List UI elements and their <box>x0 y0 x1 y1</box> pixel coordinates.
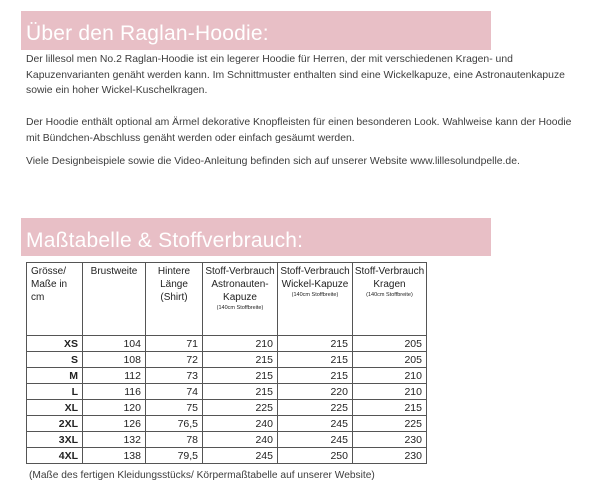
header-fabric-astronaut-note: (140cm Stoffbreite) <box>216 305 264 311</box>
size-cell: XL <box>27 400 83 416</box>
astronaut-cell: 215 <box>203 368 278 384</box>
wrap-cell: 225 <box>278 400 353 416</box>
table-row <box>27 432 427 448</box>
size-cell: S <box>27 352 83 368</box>
astronaut-cell: 240 <box>203 432 278 448</box>
wrap-cell: 215 <box>278 368 353 384</box>
size-table <box>26 262 427 464</box>
back-length-cell: 72 <box>146 352 203 368</box>
chest-cell: 104 <box>83 336 146 352</box>
chest-cell: 112 <box>83 368 146 384</box>
astronaut-cell: 240 <box>203 416 278 432</box>
wrap-cell: 250 <box>278 448 353 464</box>
table-header-row <box>27 263 427 336</box>
wrap-cell: 220 <box>278 384 353 400</box>
chest-cell: 126 <box>83 416 146 432</box>
wrap-cell: 215 <box>278 352 353 368</box>
astronaut-cell: 215 <box>203 384 278 400</box>
chest-cell: 120 <box>83 400 146 416</box>
collar-cell: 210 <box>353 384 427 400</box>
astronaut-cell: 210 <box>203 336 278 352</box>
wrap-cell: 245 <box>278 416 353 432</box>
collar-cell: 225 <box>353 416 427 432</box>
chest-cell: 108 <box>83 352 146 368</box>
table-row <box>27 368 427 384</box>
table-row <box>27 400 427 416</box>
header-chest: Brustweite <box>83 263 146 336</box>
back-length-cell: 71 <box>146 336 203 352</box>
header-fabric-wrap-note: (140cm Stoffbreite) <box>291 292 339 298</box>
table-footnote: (Maße des fertigen Kleidungsstücks/ Körpermaßtabelle auf unserer Website) <box>29 470 375 481</box>
back-length-cell: 74 <box>146 384 203 400</box>
header-fabric-astronaut <box>203 263 278 336</box>
astronaut-cell: 215 <box>203 352 278 368</box>
astronaut-cell: 225 <box>203 400 278 416</box>
header-fabric-astronaut-label: Stoff-Verbrauch Astronauten-Kapuze <box>205 266 275 303</box>
size-cell: 3XL <box>27 432 83 448</box>
header-fabric-collar-note: (140cm Stoffbreite) <box>366 292 413 298</box>
table-row <box>27 384 427 400</box>
back-length-cell: 78 <box>146 432 203 448</box>
header-fabric-wrap-label: Stoff-Verbrauch Wickel-Kapuze <box>280 266 350 290</box>
back-length-cell: 76,5 <box>146 416 203 432</box>
collar-cell: 210 <box>353 368 427 384</box>
size-cell: M <box>27 368 83 384</box>
table-row <box>27 416 427 432</box>
astronaut-cell: 245 <box>203 448 278 464</box>
chest-cell: 116 <box>83 384 146 400</box>
collar-cell: 215 <box>353 400 427 416</box>
header-size: Grösse/ Maße in cm <box>27 263 83 336</box>
header-back-length: Hintere Länge (Shirt) <box>146 263 203 336</box>
chest-cell: 132 <box>83 432 146 448</box>
table-row <box>27 352 427 368</box>
size-cell: XS <box>27 336 83 352</box>
back-length-cell: 75 <box>146 400 203 416</box>
header-fabric-wrap <box>278 263 353 336</box>
wrap-cell: 215 <box>278 336 353 352</box>
size-cell: 2XL <box>27 416 83 432</box>
back-length-cell: 79,5 <box>146 448 203 464</box>
wrap-cell: 245 <box>278 432 353 448</box>
size-cell: L <box>27 384 83 400</box>
details-paragraph: Der Hoodie enthält optional am Ärmel dekorative Knopfleisten für einen besonderen Look. Wahlweise kann der Hoodie mit Bündchen-Abschluss genäht werden oder einfach gesäumt werden. <box>26 117 572 144</box>
website-paragraph: Viele Designbeispiele sowie die Video-Anleitung befinden sich auf unserer Website www.lillesolundpelle.de. <box>26 156 520 167</box>
collar-cell: 230 <box>353 448 427 464</box>
size-cell: 4XL <box>27 448 83 464</box>
collar-cell: 205 <box>353 336 427 352</box>
collar-cell: 205 <box>353 352 427 368</box>
section-title-size-table: Maßtabelle & Stoffverbrauch: <box>21 218 491 256</box>
header-fabric-collar <box>353 263 427 336</box>
collar-cell: 230 <box>353 432 427 448</box>
section-title-about: Über den Raglan-Hoodie: <box>21 11 491 50</box>
table-row <box>27 336 427 352</box>
table-row <box>27 448 427 464</box>
header-fabric-collar-label: Stoff-Verbrauch Kragen <box>354 266 425 290</box>
intro-paragraph: Der lillesol men No.2 Raglan-Hoodie ist ein legerer Hoodie für Herren, der mit verschiedenen Kragen- und Kapuzenvarianten genäht werden kann. Im Schnittmuster enthalten sind eine Wickelkapuze, eine Astronautenkapuze sowie ein hoher Wickel-Kuschelkragen. <box>26 54 565 96</box>
chest-cell: 138 <box>83 448 146 464</box>
back-length-cell: 73 <box>146 368 203 384</box>
